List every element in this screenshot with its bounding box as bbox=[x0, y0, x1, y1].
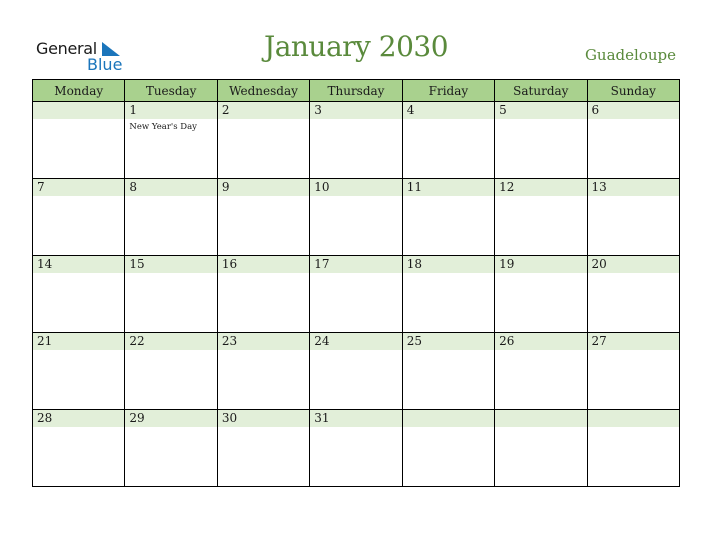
day-cell bbox=[217, 333, 309, 410]
day-number: 26 bbox=[495, 333, 586, 350]
day-number: 11 bbox=[403, 179, 494, 196]
day-cell bbox=[587, 256, 679, 333]
day-cell bbox=[217, 410, 309, 487]
day-number: 10 bbox=[310, 179, 401, 196]
weekday-header: Saturday bbox=[495, 80, 587, 102]
day-number: 31 bbox=[310, 410, 401, 427]
day-cell bbox=[217, 102, 309, 179]
day-number: 15 bbox=[125, 256, 216, 273]
day-number bbox=[33, 102, 124, 119]
day-cell bbox=[587, 179, 679, 256]
weekday-header: Sunday bbox=[587, 80, 679, 102]
day-cell bbox=[495, 256, 587, 333]
day-number: 12 bbox=[495, 179, 586, 196]
calendar-grid bbox=[32, 79, 680, 487]
day-number: 25 bbox=[403, 333, 494, 350]
day-number bbox=[403, 410, 494, 427]
day-number: 13 bbox=[588, 179, 679, 196]
day-cell bbox=[310, 333, 402, 410]
day-cell bbox=[495, 179, 587, 256]
day-number: 8 bbox=[125, 179, 216, 196]
holiday-label: New Year's Day bbox=[129, 122, 197, 132]
weekday-header: Friday bbox=[402, 80, 494, 102]
day-cell bbox=[402, 333, 494, 410]
day-cell bbox=[587, 333, 679, 410]
day-cell bbox=[33, 256, 125, 333]
day-number bbox=[495, 410, 586, 427]
weekday-header: Monday bbox=[33, 80, 125, 102]
day-number: 19 bbox=[495, 256, 586, 273]
region-label: Guadeloupe bbox=[584, 46, 676, 64]
day-number bbox=[588, 410, 679, 427]
day-cell bbox=[310, 179, 402, 256]
day-cell bbox=[217, 256, 309, 333]
day-cell bbox=[125, 256, 217, 333]
day-cell bbox=[33, 410, 125, 487]
day-cell bbox=[495, 333, 587, 410]
week-row bbox=[33, 179, 680, 256]
day-number: 9 bbox=[218, 179, 309, 196]
weekday-header: Thursday bbox=[310, 80, 402, 102]
day-cell bbox=[125, 102, 217, 179]
day-cell bbox=[33, 333, 125, 410]
day-number: 30 bbox=[218, 410, 309, 427]
day-number: 20 bbox=[588, 256, 679, 273]
day-number: 21 bbox=[33, 333, 124, 350]
day-number: 22 bbox=[125, 333, 216, 350]
week-row bbox=[33, 102, 680, 179]
week-row bbox=[33, 410, 680, 487]
page-title: January 2030 bbox=[263, 30, 449, 63]
day-cell bbox=[217, 179, 309, 256]
day-number: 28 bbox=[33, 410, 124, 427]
day-number: 18 bbox=[403, 256, 494, 273]
day-number: 4 bbox=[403, 102, 494, 119]
week-row bbox=[33, 256, 680, 333]
day-number: 23 bbox=[218, 333, 309, 350]
weekday-header: Tuesday bbox=[125, 80, 217, 102]
day-number: 16 bbox=[218, 256, 309, 273]
day-cell bbox=[33, 102, 125, 179]
logo-text-blue: Blue bbox=[87, 55, 123, 74]
day-cell bbox=[495, 102, 587, 179]
week-row bbox=[33, 333, 680, 410]
day-cell bbox=[402, 410, 494, 487]
day-cell bbox=[33, 179, 125, 256]
day-cell bbox=[402, 256, 494, 333]
day-number: 5 bbox=[495, 102, 586, 119]
day-cell bbox=[310, 102, 402, 179]
day-number: 27 bbox=[588, 333, 679, 350]
day-cell bbox=[310, 410, 402, 487]
day-number: 29 bbox=[125, 410, 216, 427]
weekday-header-row bbox=[33, 80, 680, 102]
weekday-header: Wednesday bbox=[217, 80, 309, 102]
day-cell bbox=[310, 256, 402, 333]
day-number: 7 bbox=[33, 179, 124, 196]
day-number: 17 bbox=[310, 256, 401, 273]
day-cell bbox=[587, 410, 679, 487]
day-number: 14 bbox=[33, 256, 124, 273]
logo-text-general: General bbox=[36, 39, 97, 58]
calendar-body bbox=[33, 102, 680, 487]
day-number: 3 bbox=[310, 102, 401, 119]
day-cell bbox=[125, 333, 217, 410]
day-number: 1 bbox=[125, 102, 216, 119]
day-number: 2 bbox=[218, 102, 309, 119]
day-cell bbox=[125, 410, 217, 487]
day-cell bbox=[587, 102, 679, 179]
day-cell bbox=[402, 179, 494, 256]
day-number: 6 bbox=[588, 102, 679, 119]
day-cell bbox=[402, 102, 494, 179]
day-number: 24 bbox=[310, 333, 401, 350]
day-cell bbox=[495, 410, 587, 487]
day-cell bbox=[125, 179, 217, 256]
